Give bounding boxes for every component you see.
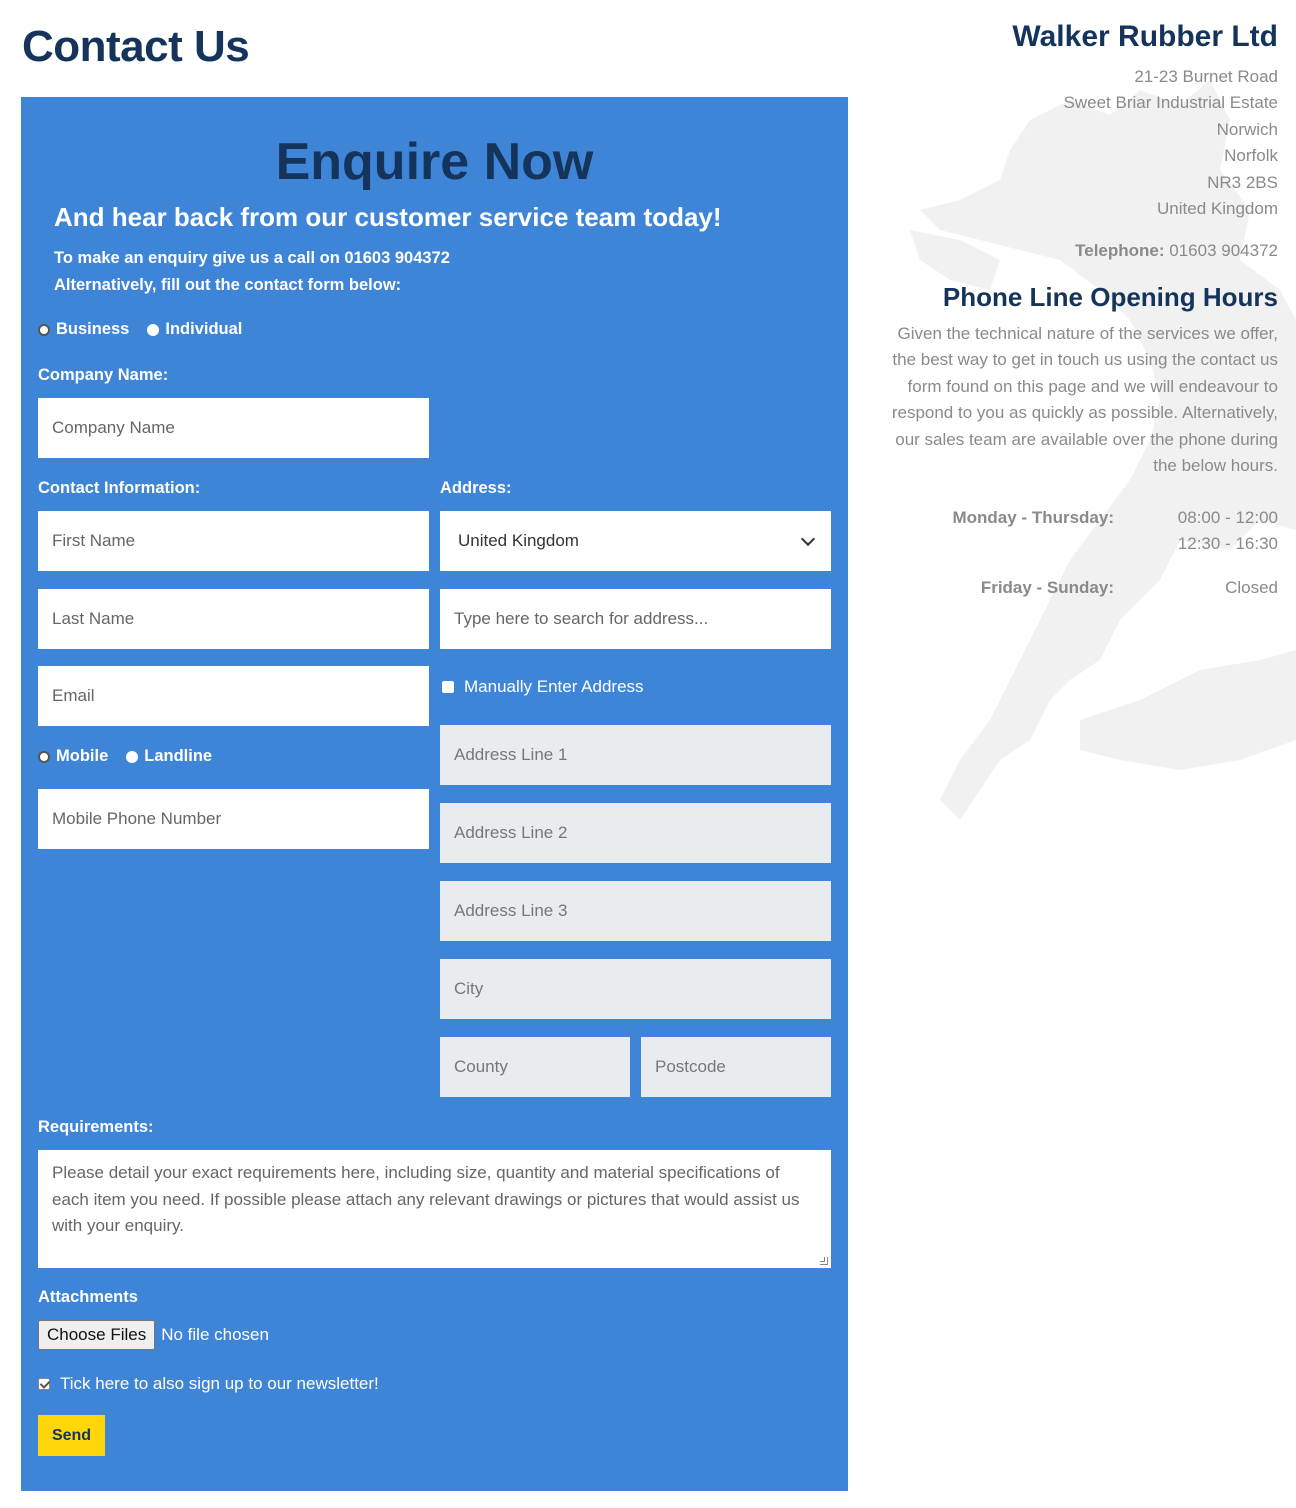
send-button[interactable]: Send xyxy=(38,1415,105,1456)
hours-day-mon-thu: Monday - Thursday: xyxy=(952,508,1114,527)
manual-address-label: Manually Enter Address xyxy=(464,677,644,696)
opening-hours-description: Given the technical nature of the services we offer, the best way to get in touch us using the contact us form found on this page and we will endeavour to respond to you as quickly as possible. Alternatively, our sales team are available over the phone during the below hours. xyxy=(891,324,1278,476)
country-select[interactable] xyxy=(440,511,831,571)
hours-time-slot: Closed xyxy=(1225,578,1278,597)
attachments-label: Attachments xyxy=(38,1288,138,1306)
hours-time-fri-sun xyxy=(1225,575,1278,601)
address-line: Norwich xyxy=(1216,119,1278,139)
file-input[interactable] xyxy=(38,1320,269,1350)
address-line: Sweet Briar Industrial Estate xyxy=(1063,93,1278,113)
manual-address-checkbox-row[interactable] xyxy=(442,677,644,697)
address-line2-input[interactable]: Address Line 2 xyxy=(440,803,831,863)
first-name-input[interactable]: First Name xyxy=(38,511,429,571)
newsletter-checkbox-row[interactable] xyxy=(38,1374,379,1394)
radio-mobile-label: Mobile xyxy=(56,747,109,765)
country-select-value: United Kingdom xyxy=(458,531,579,550)
address-line3-input[interactable]: Address Line 3 xyxy=(440,881,831,941)
enquiry-form-panel xyxy=(21,97,848,1491)
hours-time-mon-thu xyxy=(1178,505,1278,558)
requirements-textarea[interactable] xyxy=(38,1150,831,1268)
last-name-input[interactable]: Last Name xyxy=(38,589,429,649)
email-input[interactable]: Email xyxy=(38,666,429,726)
radio-landline[interactable] xyxy=(126,747,212,766)
company-name-label: Company Name: xyxy=(38,366,169,384)
enquire-subtitle: And hear back from our customer service team today! xyxy=(54,202,722,232)
company-name-input[interactable]: Company Name xyxy=(38,398,429,458)
contact-info-label: Contact Information: xyxy=(38,479,201,497)
county-input[interactable]: County xyxy=(440,1037,630,1097)
radio-mobile-dot[interactable] xyxy=(38,751,50,763)
choose-files-button[interactable]: Choose Files xyxy=(38,1320,155,1350)
radio-landline-dot[interactable] xyxy=(126,751,138,763)
radio-business-dot[interactable] xyxy=(38,324,50,336)
company-address xyxy=(1064,64,1278,222)
opening-hours-title: Phone Line Opening Hours xyxy=(942,282,1278,312)
resize-handle-icon[interactable] xyxy=(820,1257,828,1265)
phone-type-radio-group xyxy=(38,747,212,766)
mobile-phone-input[interactable]: Mobile Phone Number xyxy=(38,789,429,849)
radio-mobile[interactable] xyxy=(38,747,108,766)
company-telephone xyxy=(1075,241,1278,261)
address-line: Norfolk xyxy=(1224,146,1278,166)
newsletter-label: Tick here to also sign up to our newsletter! xyxy=(60,1374,379,1393)
customer-type-radio-group xyxy=(38,320,242,339)
page-title: Contact Us xyxy=(22,22,250,71)
city-input[interactable]: City xyxy=(440,959,831,1019)
company-name: Walker Rubber Ltd xyxy=(1012,20,1278,53)
chevron-down-icon xyxy=(801,531,815,545)
telephone-value: 01603 904372 xyxy=(1164,241,1278,260)
radio-individual-label: Individual xyxy=(165,320,243,338)
address-line1-input[interactable]: Address Line 1 xyxy=(440,725,831,785)
radio-business-label: Business xyxy=(56,320,130,338)
manual-address-checkbox[interactable] xyxy=(442,681,454,693)
postcode-input[interactable]: Postcode xyxy=(641,1037,831,1097)
telephone-label: Telephone: xyxy=(1075,241,1165,260)
address-label: Address: xyxy=(440,479,512,497)
radio-individual-dot[interactable] xyxy=(147,324,159,336)
radio-business[interactable] xyxy=(38,320,129,339)
hours-time-slot: 08:00 - 12:00 xyxy=(1177,508,1278,527)
enquire-title: Enquire Now xyxy=(275,133,594,191)
enquire-intro-phone: To make an enquiry give us a call on 01603 904372 xyxy=(54,249,450,267)
address-line: 21-23 Burnet Road xyxy=(1134,67,1278,86)
enquire-intro-form: Alternatively, fill out the contact form below: xyxy=(54,276,402,294)
address-search-input[interactable]: Type here to search for address... xyxy=(440,589,831,649)
hours-day-fri-sun: Friday - Sunday: xyxy=(980,578,1114,597)
hours-time-slot: 12:30 - 16:30 xyxy=(1177,534,1278,554)
requirements-label: Requirements: xyxy=(38,1118,154,1136)
radio-individual[interactable] xyxy=(147,320,242,339)
no-file-text: No file chosen xyxy=(161,1325,269,1344)
address-line: United Kingdom xyxy=(1157,199,1278,219)
address-line: NR3 2BS xyxy=(1207,172,1278,192)
newsletter-checkbox[interactable] xyxy=(38,1378,50,1390)
requirements-placeholder: Please detail your exact requirements here, including size, quantity and material specifications of each item you need. If possible please attach any relevant drawings or pictures that would assist us with your enquiry. xyxy=(52,1163,800,1235)
radio-landline-label: Landline xyxy=(144,747,213,765)
